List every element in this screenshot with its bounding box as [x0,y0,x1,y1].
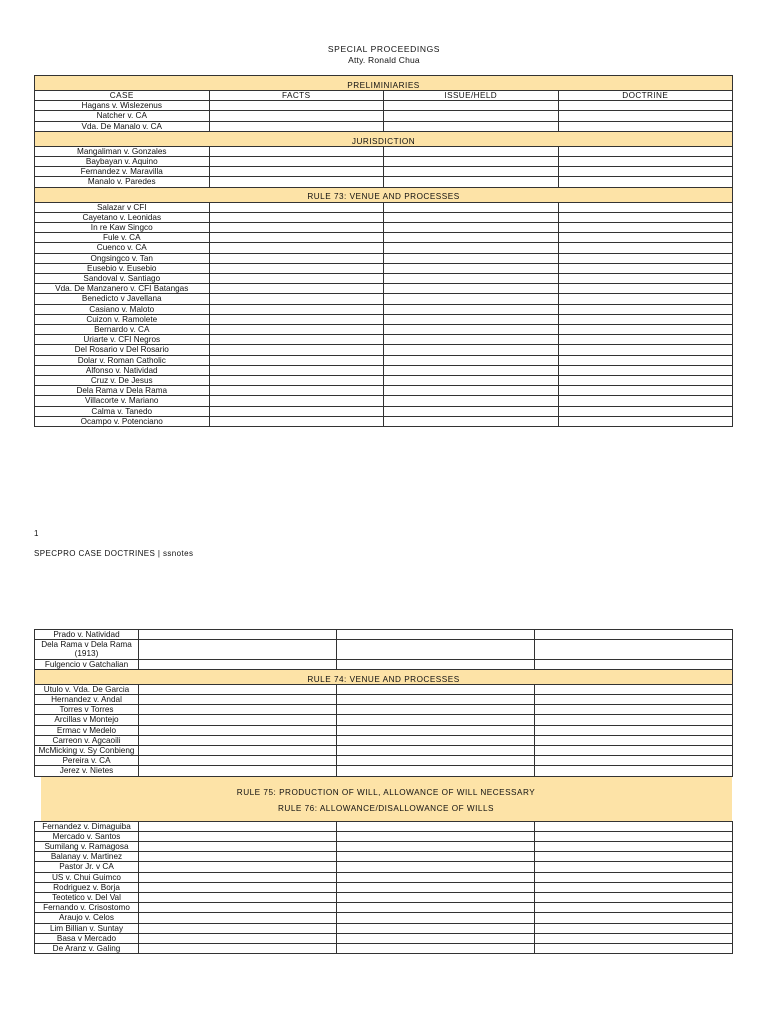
doctrine-cell[interactable] [558,274,733,284]
case-row [35,913,733,923]
doctrine-cell[interactable] [558,314,733,324]
case-row [35,376,733,386]
case-name: Ermac v Medelo [35,725,139,735]
case-name: Cuizon v. Ramolete [35,314,210,324]
case-name: Carreon v. Agcaoili [35,735,139,745]
case-row [35,842,733,852]
case-row [35,345,733,355]
case-name: Pastor Jr. v CA [35,862,139,872]
section-title: RULE 73: VENUE AND PROCESSES [35,187,733,202]
case-name: Vda. De Manzanero v. CFI Batangas [35,284,210,294]
issue-held-cell[interactable] [384,121,559,131]
case-name: McMicking v. Sy Conbieng [35,746,139,756]
column-header-issue-held: ISSUE/HELD [384,91,559,101]
case-name: Dela Rama v Dela Rama [35,386,210,396]
case-name: Cruz v. De Jesus [35,376,210,386]
issue-held-cell[interactable] [337,842,535,852]
issue-held-cell[interactable] [384,212,559,222]
case-row [35,903,733,913]
document-author: Atty. Ronald Chua [348,55,420,65]
case-row [35,223,733,233]
doctrine-cell[interactable] [535,831,733,841]
facts-cell[interactable] [139,715,337,725]
facts-cell[interactable] [209,284,384,294]
issue-held-cell[interactable] [337,715,535,725]
case-row [35,893,733,903]
case-row [35,253,733,263]
case-name: Ocampo v. Potenciano [35,416,210,426]
doctrine-cell[interactable] [535,735,733,745]
doctrine-cell[interactable] [558,223,733,233]
case-row [35,882,733,892]
case-row [35,304,733,314]
case-row [35,862,733,872]
case-name: US v. Chui Guimco [35,872,139,882]
facts-cell[interactable] [209,212,384,222]
facts-cell[interactable] [209,202,384,212]
doctrine-cell[interactable] [535,725,733,735]
case-name: Araujo v. Celos [35,913,139,923]
case-row [35,821,733,831]
doctrine-cell[interactable] [558,386,733,396]
doctrine-cell[interactable] [558,376,733,386]
case-row [35,872,733,882]
case-row [35,202,733,212]
doctrine-cell[interactable] [535,659,733,669]
case-row [35,766,733,776]
page2-table-wrap [34,629,733,954]
case-name: Fule v. CA [35,233,210,243]
case-name: Fernando v. Crisostomo [35,903,139,913]
issue-held-cell[interactable] [337,913,535,923]
facts-cell[interactable] [209,253,384,263]
column-header-row [35,91,733,101]
case-name: Sumilang v. Ramagosa [35,842,139,852]
case-row [35,944,733,954]
doctrine-cell[interactable] [535,695,733,705]
facts-cell[interactable] [139,862,337,872]
case-name: Natcher v. CA [35,111,210,121]
case-row [35,233,733,243]
facts-cell[interactable] [139,695,337,705]
case-name: Hernandez v. Andal [35,695,139,705]
issue-held-cell[interactable] [384,233,559,243]
case-row [35,715,733,725]
facts-cell[interactable] [139,903,337,913]
case-row [35,274,733,284]
case-name: Pereira v. CA [35,756,139,766]
case-name: Mercado v. Santos [35,831,139,841]
issue-held-cell[interactable] [384,355,559,365]
doctrine-cell[interactable] [535,893,733,903]
issue-held-cell[interactable] [337,872,535,882]
facts-cell[interactable] [209,223,384,233]
issue-held-cell[interactable] [337,862,535,872]
doctrine-cell[interactable] [535,715,733,725]
case-row [35,294,733,304]
facts-cell[interactable] [139,933,337,943]
facts-cell[interactable] [209,355,384,365]
case-name: De Aranz v. Galing [35,944,139,954]
issue-held-cell[interactable] [384,274,559,284]
case-name: Casiano v. Maloto [35,304,210,314]
issue-held-cell[interactable] [384,177,559,187]
facts-cell[interactable] [209,263,384,273]
doctrine-cell[interactable] [558,294,733,304]
doctrine-cell[interactable] [535,923,733,933]
facts-cell[interactable] [139,756,337,766]
issue-held-cell[interactable] [384,416,559,426]
case-name: Dela Rama v Dela Rama (1913) [35,640,139,659]
case-name: Arcillas v Montejo [35,715,139,725]
case-name: Baybayan v. Aquino [35,157,210,167]
case-row [35,746,733,756]
facts-cell[interactable] [139,872,337,882]
issue-held-cell[interactable] [337,831,535,841]
doctrine-cell[interactable] [558,111,733,121]
case-row [35,695,733,705]
issue-held-cell[interactable] [337,903,535,913]
issue-held-cell[interactable] [384,335,559,345]
doctrine-cell[interactable] [558,101,733,111]
doctrine-cell[interactable] [558,355,733,365]
doctrine-cell[interactable] [535,852,733,862]
facts-cell[interactable] [209,365,384,375]
case-row [35,659,733,669]
case-name: Cayetano v. Leonidas [35,212,210,222]
case-name: Lim Billian v. Suntay [35,923,139,933]
case-name: Cuenco v. CA [35,243,210,253]
case-name: Mangaliman v. Gonzales [35,146,210,156]
case-row [35,705,733,715]
case-name: Bernardo v. CA [35,325,210,335]
issue-held-cell[interactable] [337,944,535,954]
case-name: Benedicto v Javellana [35,294,210,304]
doctrine-cell[interactable] [535,903,733,913]
case-name: Rodriguez v. Borja [35,882,139,892]
facts-cell[interactable] [209,101,384,111]
issue-held-cell[interactable] [384,386,559,396]
case-name: Vda. De Manalo v. CA [35,121,210,131]
case-row [35,933,733,943]
facts-cell[interactable] [139,893,337,903]
doctrine-cell[interactable] [535,746,733,756]
rule75-76-header-row [35,776,733,821]
doctrine-cell[interactable] [535,933,733,943]
case-row [35,325,733,335]
facts-cell[interactable] [139,659,337,669]
case-name: Sandoval v. Santiago [35,274,210,284]
facts-cell[interactable] [139,725,337,735]
doctrine-cell[interactable] [535,630,733,640]
case-row [35,923,733,933]
facts-cell[interactable] [139,913,337,923]
case-row [35,121,733,131]
case-name: Dolar v. Roman Catholic [35,355,210,365]
issue-held-cell[interactable] [384,406,559,416]
case-name: Fernandez v. Maravilla [35,167,210,177]
facts-cell[interactable] [139,944,337,954]
facts-cell[interactable] [209,294,384,304]
facts-cell[interactable] [209,314,384,324]
issue-held-cell[interactable] [384,365,559,375]
doctrine-cell[interactable] [558,304,733,314]
page1-case-table [34,75,733,427]
case-row [35,831,733,841]
doctrine-cell[interactable] [535,913,733,923]
facts-cell[interactable] [139,705,337,715]
case-name: Ongsingco v. Tan [35,253,210,263]
issue-held-cell[interactable] [337,882,535,892]
case-name: Teotetico v. Del Val [35,893,139,903]
issue-held-cell[interactable] [384,146,559,156]
issue-held-cell[interactable] [337,705,535,715]
case-row [35,735,733,745]
case-name: Torres v Torres [35,705,139,715]
case-name: Salazar v CFI [35,202,210,212]
case-row [35,284,733,294]
case-row [35,157,733,167]
facts-cell[interactable] [209,396,384,406]
doctrine-cell[interactable] [558,345,733,355]
doctrine-cell[interactable] [558,121,733,131]
case-name: Villacorte v. Mariano [35,396,210,406]
doctrine-cell[interactable] [535,882,733,892]
doctrine-cell[interactable] [535,862,733,872]
case-name: Del Rosario v Del Rosario [35,345,210,355]
issue-held-cell[interactable] [384,243,559,253]
case-row [35,335,733,345]
doctrine-cell[interactable] [558,202,733,212]
facts-cell[interactable] [139,821,337,831]
doctrine-cell[interactable] [558,396,733,406]
section-title: PRELIMINIARIES [35,76,733,91]
issue-held-cell[interactable] [337,630,535,640]
section-title: JURISDICTION [35,131,733,146]
issue-held-cell[interactable] [384,325,559,335]
case-name: Prado v. Natividad [35,630,139,640]
case-row [35,111,733,121]
case-row [35,243,733,253]
doctrine-cell[interactable] [558,253,733,263]
issue-held-cell[interactable] [384,304,559,314]
case-row [35,406,733,416]
issue-held-cell[interactable] [384,223,559,233]
case-name: Hagans v. Wislezenus [35,101,210,111]
facts-cell[interactable] [209,233,384,243]
case-row [35,386,733,396]
doctrine-cell[interactable] [558,157,733,167]
issue-held-cell[interactable] [384,202,559,212]
case-row [35,396,733,406]
issue-held-cell[interactable] [337,695,535,705]
case-row [35,263,733,273]
facts-cell[interactable] [139,640,337,659]
doctrine-cell[interactable] [535,872,733,882]
doctrine-cell[interactable] [558,335,733,345]
doctrine-cell[interactable] [558,325,733,335]
case-row [35,684,733,694]
issue-held-cell[interactable] [384,396,559,406]
doctrine-cell[interactable] [535,684,733,694]
issue-held-cell[interactable] [384,253,559,263]
page1-table-wrap [34,75,733,427]
case-row [35,852,733,862]
case-row [35,640,733,659]
issue-held-cell[interactable] [337,766,535,776]
doctrine-cell[interactable] [558,177,733,187]
facts-cell[interactable] [209,345,384,355]
doctrine-cell[interactable] [558,263,733,273]
case-name: Uriarte v. CFI Negros [35,335,210,345]
issue-held-cell[interactable] [337,756,535,766]
facts-cell[interactable] [209,111,384,121]
doctrine-cell[interactable] [535,944,733,954]
facts-cell[interactable] [139,852,337,862]
issue-held-cell[interactable] [337,659,535,669]
facts-cell[interactable] [209,167,384,177]
facts-cell[interactable] [209,386,384,396]
issue-held-cell[interactable] [384,263,559,273]
case-row [35,101,733,111]
section-title: RULE 74: VENUE AND PROCESSES [35,669,733,684]
issue-held-cell[interactable] [384,101,559,111]
doctrine-cell[interactable] [558,167,733,177]
issue-held-cell[interactable] [384,345,559,355]
issue-held-cell[interactable] [337,933,535,943]
doctrine-cell[interactable] [558,284,733,294]
issue-held-cell[interactable] [384,157,559,167]
facts-cell[interactable] [209,274,384,284]
case-row [35,365,733,375]
case-row [35,314,733,324]
doctrine-cell[interactable] [535,705,733,715]
case-name: Jerez v. Nietes [35,766,139,776]
column-header-doctrine: DOCTRINE [558,91,733,101]
facts-cell[interactable] [209,177,384,187]
section-header-row [35,669,733,684]
issue-held-cell[interactable] [337,852,535,862]
document-title: SPECIAL PROCEEDINGS [327,44,441,54]
case-name: Manalo v. Paredes [35,177,210,187]
page2-case-table [34,629,733,954]
section-header-row [35,131,733,146]
issue-held-cell[interactable] [337,821,535,831]
facts-cell[interactable] [209,416,384,426]
facts-cell[interactable] [139,831,337,841]
issue-held-cell[interactable] [384,294,559,304]
case-row [35,212,733,222]
facts-cell[interactable] [139,882,337,892]
doctrine-cell[interactable] [535,640,733,659]
facts-cell[interactable] [209,121,384,131]
rule75-title: RULE 75: PRODUCTION OF WILL, ALLOWANCE OF WILL NECESSARY [236,787,536,797]
doctrine-cell[interactable] [535,756,733,766]
issue-held-cell[interactable] [337,684,535,694]
facts-cell[interactable] [209,243,384,253]
issue-held-cell[interactable] [337,640,535,659]
page-number: 1 [34,529,39,538]
doctrine-cell[interactable] [558,146,733,156]
issue-held-cell[interactable] [337,893,535,903]
facts-cell[interactable] [139,746,337,756]
doctrine-cell[interactable] [558,365,733,375]
facts-cell[interactable] [139,630,337,640]
doctrine-cell[interactable] [558,212,733,222]
doctrine-cell[interactable] [558,233,733,243]
facts-cell[interactable] [139,735,337,745]
case-name: Basa v Mercado [35,933,139,943]
issue-held-cell[interactable] [384,314,559,324]
issue-held-cell[interactable] [337,725,535,735]
case-name: Fernandez v. Dimaguiba [35,821,139,831]
facts-cell[interactable] [139,684,337,694]
case-name: Balanay v. Martinez [35,852,139,862]
issue-held-cell[interactable] [384,284,559,294]
case-name: In re Kaw Singco [35,223,210,233]
issue-held-cell[interactable] [337,746,535,756]
case-name: Calma v. Tanedo [35,406,210,416]
doctrine-cell[interactable] [558,243,733,253]
column-header-facts: FACTS [209,91,384,101]
case-row [35,416,733,426]
case-row [35,725,733,735]
case-row [35,756,733,766]
facts-cell[interactable] [209,376,384,386]
page-footer: SPECPRO CASE DOCTRINES | ssnotes [34,549,194,558]
case-row [35,630,733,640]
rule76-title: RULE 76: ALLOWANCE/DISALLOWANCE OF WILLS [278,803,494,813]
issue-held-cell[interactable] [337,735,535,745]
facts-cell[interactable] [139,842,337,852]
issue-held-cell[interactable] [384,167,559,177]
facts-cell[interactable] [139,923,337,933]
facts-cell[interactable] [209,335,384,345]
facts-cell[interactable] [139,766,337,776]
doctrine-cell[interactable] [535,842,733,852]
facts-cell[interactable] [209,146,384,156]
case-row [35,167,733,177]
issue-held-cell[interactable] [384,376,559,386]
case-row [35,355,733,365]
doctrine-cell[interactable] [535,766,733,776]
case-row [35,177,733,187]
case-name: Fulgencio v Gatchalian [35,659,139,669]
doctrine-cell[interactable] [558,416,733,426]
case-row [35,146,733,156]
facts-cell[interactable] [209,406,384,416]
case-name: Utulo v. Vda. De Garcia [35,684,139,694]
section-header-row [35,76,733,91]
facts-cell[interactable] [209,325,384,335]
section-header-row [35,187,733,202]
doctrine-cell[interactable] [535,821,733,831]
doctrine-cell[interactable] [558,406,733,416]
facts-cell[interactable] [209,304,384,314]
case-name: Alfonso v. Natividad [35,365,210,375]
facts-cell[interactable] [209,157,384,167]
issue-held-cell[interactable] [384,111,559,121]
case-name: Eusebio v. Eusebio [35,263,210,273]
column-header-case: CASE [35,91,210,101]
rule75-76-header [41,777,732,821]
issue-held-cell[interactable] [337,923,535,933]
